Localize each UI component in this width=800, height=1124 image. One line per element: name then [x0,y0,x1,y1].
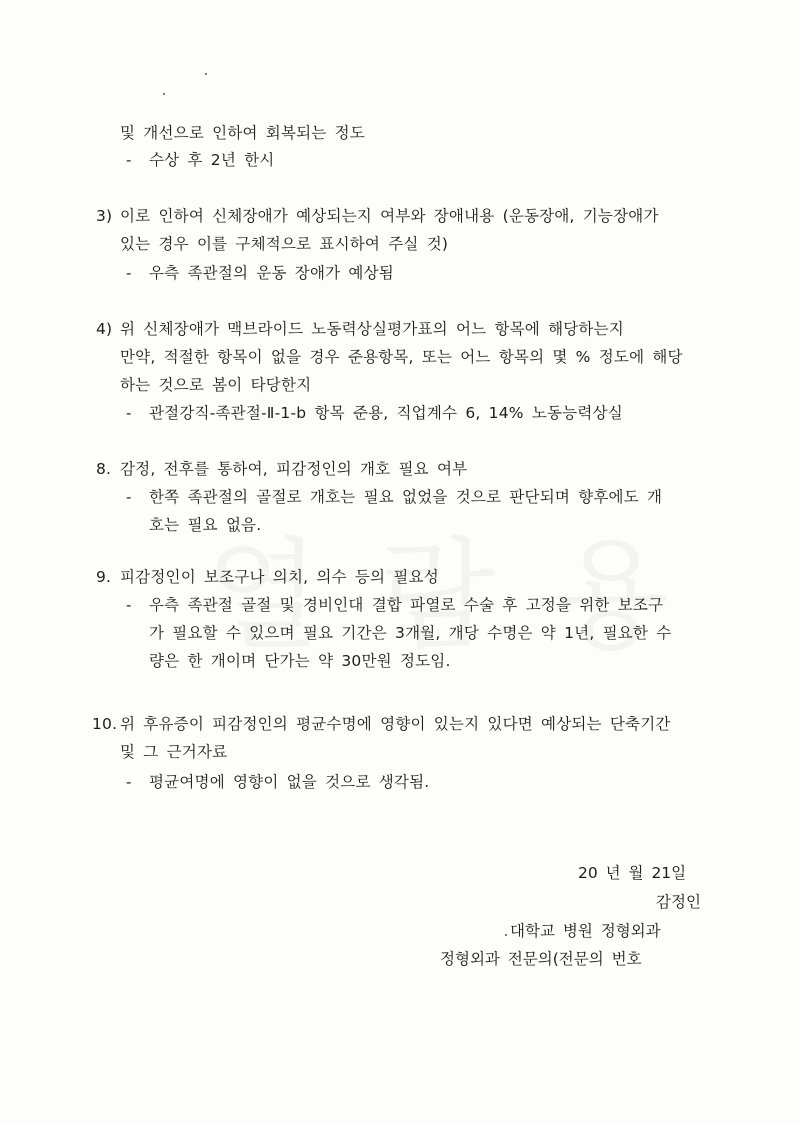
item10-number: 10. [92,715,118,733]
answer-dash: - [126,404,132,422]
item4-question-line2: 만약, 적절한 항목이 없을 경우 준용항목, 또는 어느 항목의 몇 % 정도에 해당 [120,348,683,366]
item8-answer-line1: 한쪽 족관절의 골절로 개호는 필요 없었을 것으로 판단되며 향후에도 개 [149,488,663,506]
item8-number: 8. [96,460,112,478]
item8-answer-line2: 호는 필요 없음. [149,516,262,534]
signature-role: 감정인 [656,893,701,911]
item3-question-line2: 있는 경우 이를 구체적으로 표시하여 주실 것) [120,235,449,253]
item10-question-line2: 및 그 근거자료 [120,743,228,761]
scan-speck [205,73,207,75]
answer-dash: - [126,264,132,282]
signature-date: 20 년 월 21일 [578,864,687,882]
item4-answer: 관절강직-족관절-Ⅱ-1-b 항목 준용, 직업계수 6, 14% 노동능력상실 [149,404,623,422]
item9-answer-line3: 량은 한 개이며 단가는 약 30만원 정도임. [149,652,451,670]
scan-speck [505,934,507,936]
item4-question-line1: 위 신체장애가 맥브라이드 노동력상실평가표의 어느 항목에 해당하는지 [120,320,624,338]
answer-dash: - [126,151,132,169]
prev-answer: 수상 후 2년 한시 [149,151,275,169]
item10-answer: 평균여명에 영향이 없을 것으로 생각됨. [149,773,430,791]
answer-dash: - [126,596,132,614]
scan-speck [163,93,165,95]
item8-question: 감정, 전후를 통하여, 피감정인의 개호 필요 여부 [120,460,468,478]
item3-number: 3) [96,207,113,225]
item4-question-line3: 하는 것으로 봄이 타당한지 [120,376,312,394]
item4-number: 4) [96,320,113,338]
item9-answer-line2: 가 필요할 수 있으며 필요 기간은 3개월, 개당 수명은 약 1년, 필요한 수 [149,624,672,642]
signature-specialist: 정형외과 전문의(전문의 번호 [440,950,642,968]
item3-answer: 우측 족관절의 운동 장애가 예상됨 [149,264,394,282]
answer-dash: - [126,773,132,791]
item9-number: 9. [96,568,112,586]
item3-question-line1: 이로 인하여 신체장애가 예상되는지 여부와 장애내용 (운동장애, 기능장애가 [120,207,659,225]
item9-question: 피감정인이 보조구나 의치, 의수 등의 필요성 [120,568,439,586]
prev-continuation: 및 개선으로 인하여 회복되는 정도 [120,124,365,142]
item10-question-line1: 위 후유증이 피감정인의 평균수명에 영향이 있는지 있다면 예상되는 단축기간 [120,715,671,733]
answer-dash: - [126,488,132,506]
signature-institution: 대학교 병원 정형외과 [510,922,661,940]
item9-answer-line1: 우측 족관절 골절 및 경비인대 결합 파열로 수술 후 고정을 위한 보조구 [149,596,664,614]
